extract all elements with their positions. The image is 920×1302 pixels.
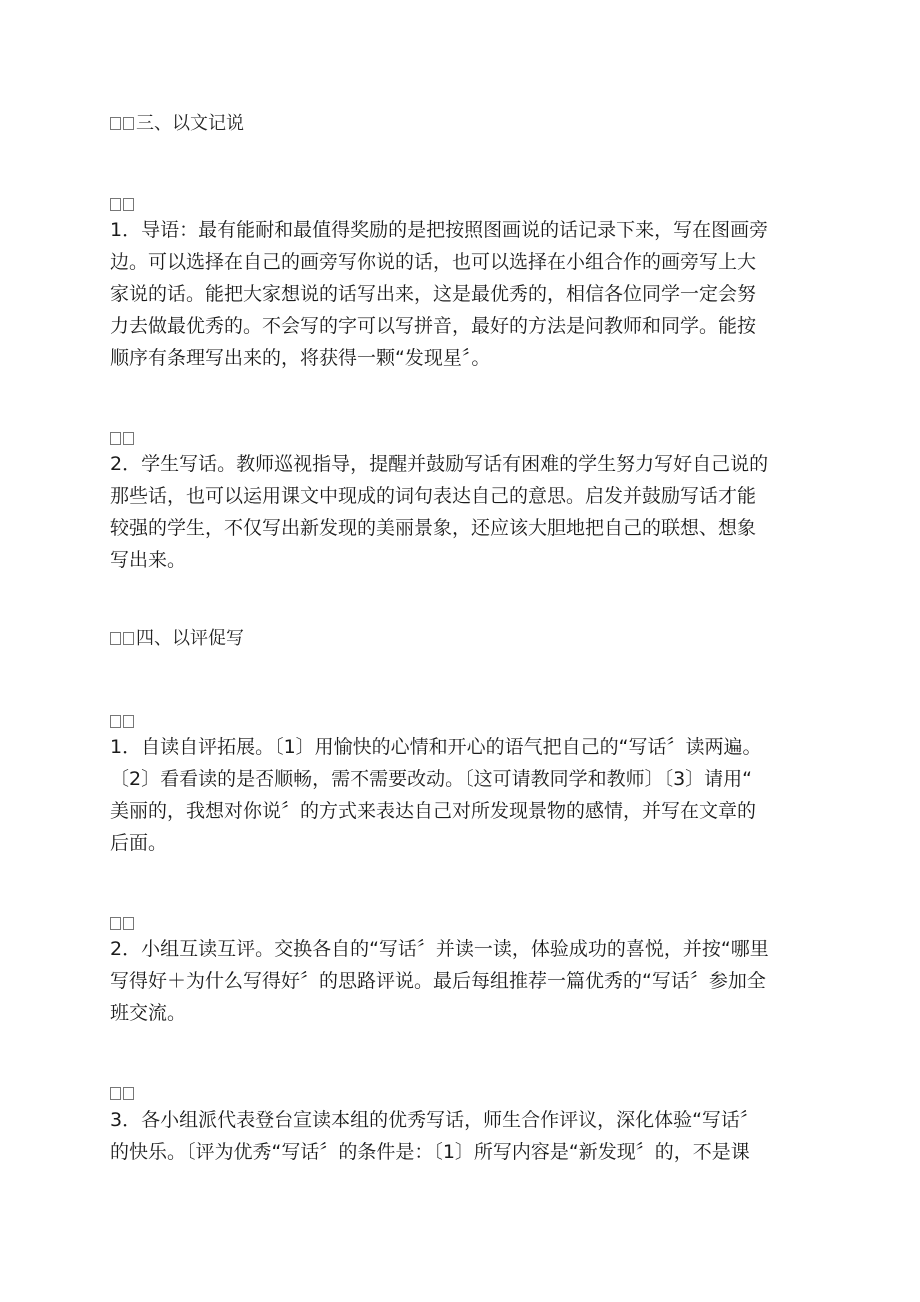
missing-glyph-icon <box>123 917 134 930</box>
missing-glyph-icon <box>110 198 121 211</box>
paragraph-line: 顺序有条理写出来的，将获得一颗“发现星〞。 <box>110 347 491 369</box>
paragraph-marker <box>110 915 136 933</box>
missing-glyph-icon <box>110 117 121 130</box>
section-heading-text: 三、以文记说 <box>136 113 244 134</box>
paragraph-line: 3．各小组派代表登台宣读本组的优秀写话，师生合作评议，深化体验“写话〞 <box>110 1109 759 1131</box>
paragraph-self-review <box>110 731 810 859</box>
missing-glyph-icon <box>110 917 121 930</box>
missing-glyph-icon <box>110 1087 121 1100</box>
missing-glyph-icon <box>123 632 134 645</box>
paragraph-line: 2．学生写话。教师巡视指导，提醒并鼓励写话有困难的学生努力写好自己说的 <box>110 453 769 475</box>
paragraph-line: 写出来。 <box>110 549 187 571</box>
missing-glyph-icon <box>123 715 134 728</box>
paragraph-line: 2．小组互读互评。交换各自的“写话〞并读一读，体验成功的喜悦，并按“哪里 <box>110 938 769 960</box>
paragraph-line: 那些话，也可以运用课文中现成的词句表达自己的意思。启发并鼓励写话才能 <box>110 485 757 507</box>
paragraph-marker <box>110 430 136 448</box>
paragraph-line: 较强的学生，不仅写出新发现的美丽景象，还应该大胆地把自己的联想、想象 <box>110 517 757 539</box>
paragraph-line: 力去做最优秀的。不会写的字可以写拼音，最好的方法是问教师和同学。能按 <box>110 315 757 337</box>
missing-glyph-icon <box>123 432 134 445</box>
paragraph-line: 美丽的，我想对你说〞的方式来表达自己对所发现景物的感情，并写在文章的 <box>110 800 757 822</box>
paragraph-line: 的快乐。〔评为优秀“写话〞的条件是：〔1〕所写内容是“新发现〞的，不是课 <box>110 1141 750 1163</box>
paragraph-marker <box>110 1085 136 1103</box>
paragraph-line: 1．导语：最有能耐和最值得奖励的是把按照图画说的话记录下来，写在图画旁 <box>110 219 769 241</box>
missing-glyph-icon <box>123 117 134 130</box>
missing-glyph-icon <box>110 432 121 445</box>
missing-glyph-icon <box>110 632 121 645</box>
paragraph-student-writing <box>110 448 810 576</box>
paragraph-line: 1．自读自评拓展。〔1〕用愉快的心情和开心的语气把自己的“写话〞读两遍。 <box>110 736 762 758</box>
paragraph-line: 〔2〕看看读的是否顺畅，需不需要改动。〔这可请教同学和教师〕〔3〕请用“ <box>110 768 753 790</box>
paragraph-class-presentation <box>110 1104 810 1168</box>
paragraph-line: 后面。 <box>110 832 168 854</box>
section-heading-text: 四、以评促写 <box>136 628 244 649</box>
section-heading-3 <box>110 112 244 136</box>
paragraph-line: 班交流。 <box>110 1002 187 1024</box>
paragraph-marker <box>110 713 136 731</box>
missing-glyph-icon <box>123 198 134 211</box>
section-heading-4 <box>110 627 244 651</box>
paragraph-group-review <box>110 933 810 1029</box>
paragraph-line: 家说的话。能把大家想说的话写出来，这是最优秀的，相信各位同学一定会努 <box>110 283 757 305</box>
paragraph-line: 写得好＋为什么写得好〞的思路评说。最后每组推荐一篇优秀的“写话〞参加全 <box>110 970 766 992</box>
paragraph-line: 边。可以选择在自己的画旁写你说的话，也可以选择在小组合作的画旁写上大 <box>110 251 757 273</box>
paragraph-intro <box>110 214 810 374</box>
missing-glyph-icon <box>123 1087 134 1100</box>
paragraph-marker <box>110 196 136 214</box>
missing-glyph-icon <box>110 715 121 728</box>
